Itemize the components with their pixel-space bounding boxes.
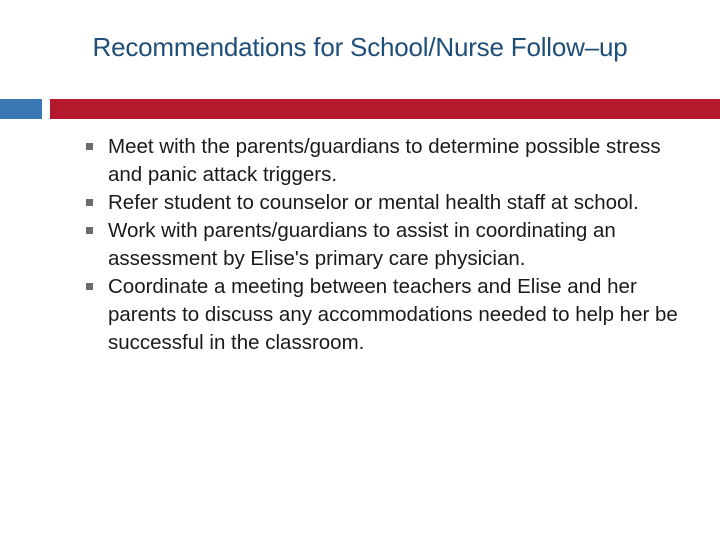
bullet-text: Meet with the parents/guardians to determine possible stress and panic attack triggers. — [108, 135, 661, 186]
square-bullet-icon — [86, 227, 93, 234]
slide-title: Recommendations for School/Nurse Follow–up — [92, 32, 628, 62]
square-bullet-icon — [86, 199, 93, 206]
list-item — [86, 273, 696, 357]
square-bullet-icon — [86, 283, 93, 290]
title-rule-right-bar — [50, 99, 720, 119]
list-item — [86, 189, 696, 217]
bullet-text: Refer student to counselor or mental health staff at school. — [108, 191, 639, 214]
recommendation-list — [86, 133, 696, 357]
list-item — [86, 217, 696, 273]
list-item — [86, 133, 696, 189]
bullet-text: Coordinate a meeting between teachers and Elise and her parents to discuss any accommodations needed to help her be successful in the classroom. — [108, 275, 678, 354]
title-rule-left-accent — [0, 99, 42, 119]
square-bullet-icon — [86, 143, 93, 150]
bullet-text: Work with parents/guardians to assist in coordinating an assessment by Elise's primary care physician. — [108, 219, 616, 270]
